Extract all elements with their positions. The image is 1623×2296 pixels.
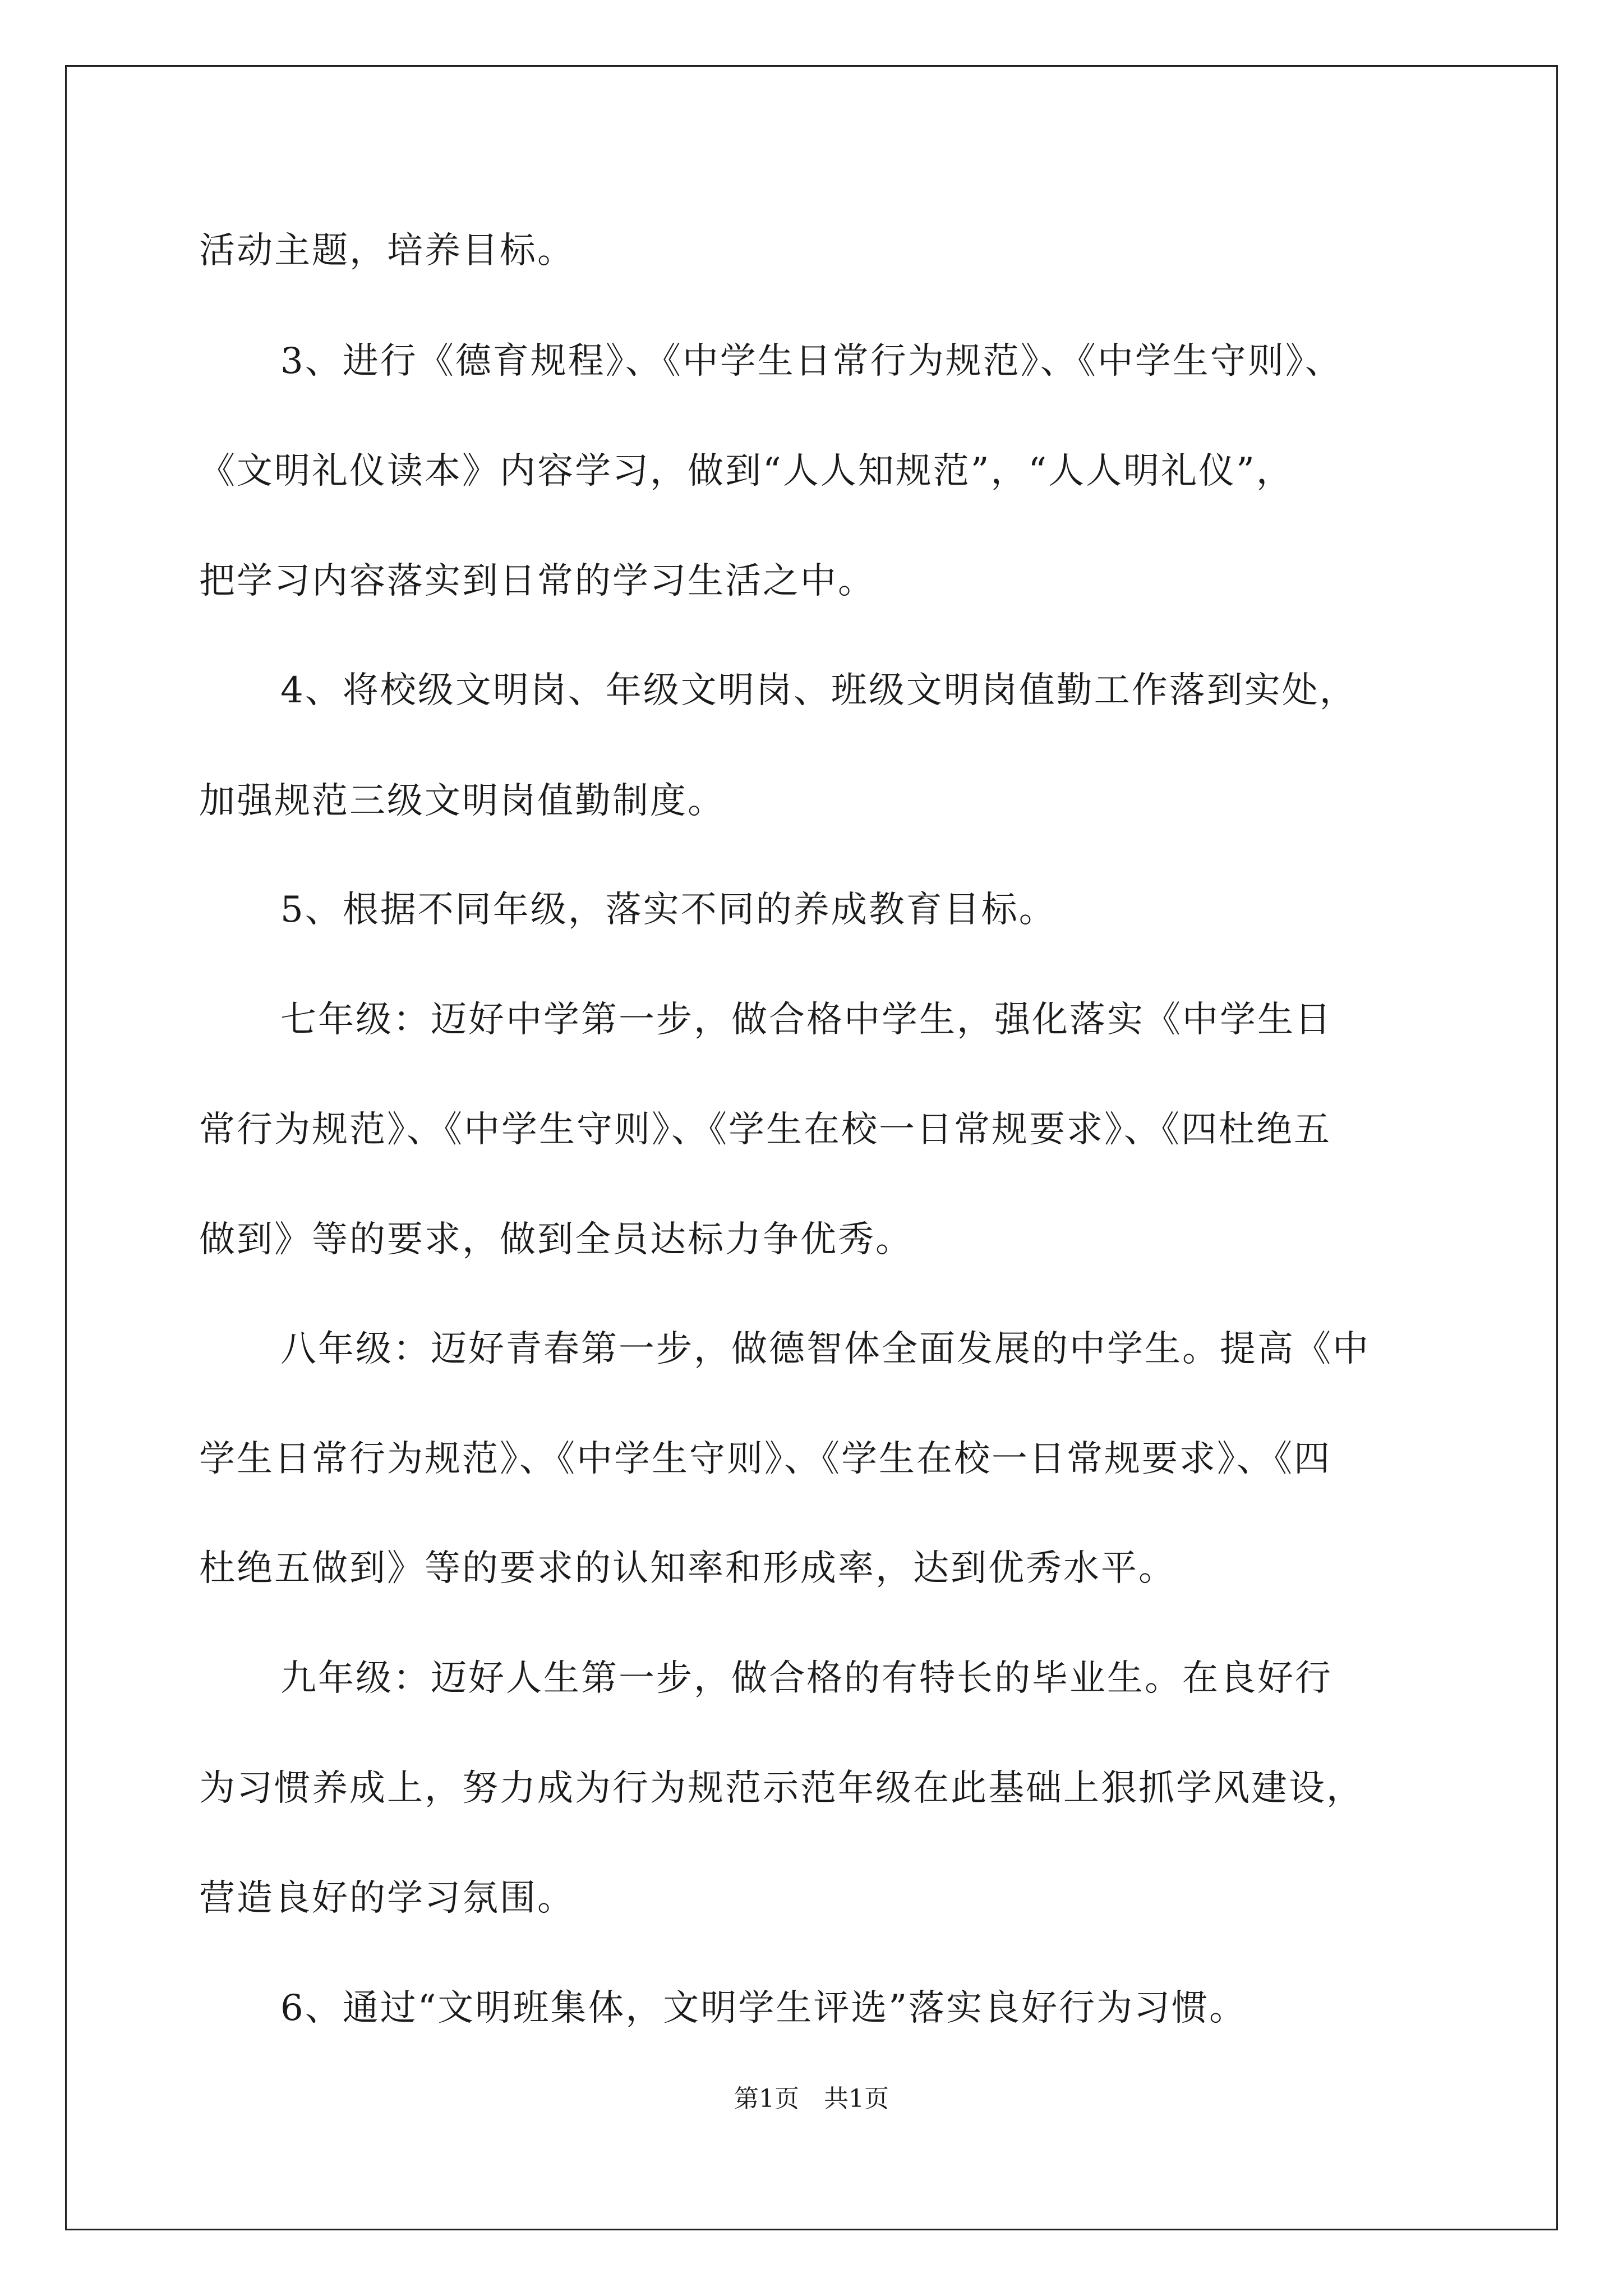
text-line: 为习惯养成上，努力成为行为规范示范年级在此基础上狠抓学风建设， xyxy=(199,1768,1364,1809)
text-line: 把学习内容落实到日常的学习生活之中。 xyxy=(199,560,875,602)
text-line: 4、将校级文明岗、年级文明岗、班级文明岗值勤工作落到实处， xyxy=(280,670,1357,711)
text-line: 6、通过“文明班集体，文明学生评选”落实良好行为习惯。 xyxy=(280,1987,1247,2029)
text-line: 八年级：迈好青春第一步，做德智体全面发展的中学生。提高《中 xyxy=(280,1328,1370,1370)
text-line: 七年级：迈好中学第一步，做合格中学生，强化落实《中学生日 xyxy=(280,999,1332,1041)
text-line: 加强规范三级文明岗值勤制度。 xyxy=(199,780,725,822)
page-number-footer: 第1页 共1页 xyxy=(734,2085,889,2113)
text-line: 杜绝五做到》等的要求的认知率和形成率，达到优秀水平。 xyxy=(199,1548,1176,1589)
text-line: 活动主题，培养目标。 xyxy=(199,230,575,272)
text-line: 九年级：迈好人生第一步，做合格的有特长的毕业生。在良好行 xyxy=(280,1658,1332,1699)
text-line: 做到》等的要求，做到全员达标力争优秀。 xyxy=(199,1219,913,1260)
text-line: 《文明礼仪读本》内容学习，做到“人人知规范”，“人人明礼仪”， xyxy=(199,450,1294,492)
text-line: 常行为规范》、《中学生守则》、《学生在校一日常规要求》、《四杜绝五 xyxy=(199,1109,1331,1151)
text-line: 学生日常行为规范》、《中学生守则》、《学生在校一日常规要求》、《四 xyxy=(199,1438,1331,1480)
text-line: 5、根据不同年级，落实不同的养成教育目标。 xyxy=(280,889,1057,931)
text-line: 营造良好的学习氛围。 xyxy=(199,1878,575,1919)
text-line: 3、进行《德育规程》、《中学生日常行为规范》、《中学生守则》、 xyxy=(280,341,1343,382)
